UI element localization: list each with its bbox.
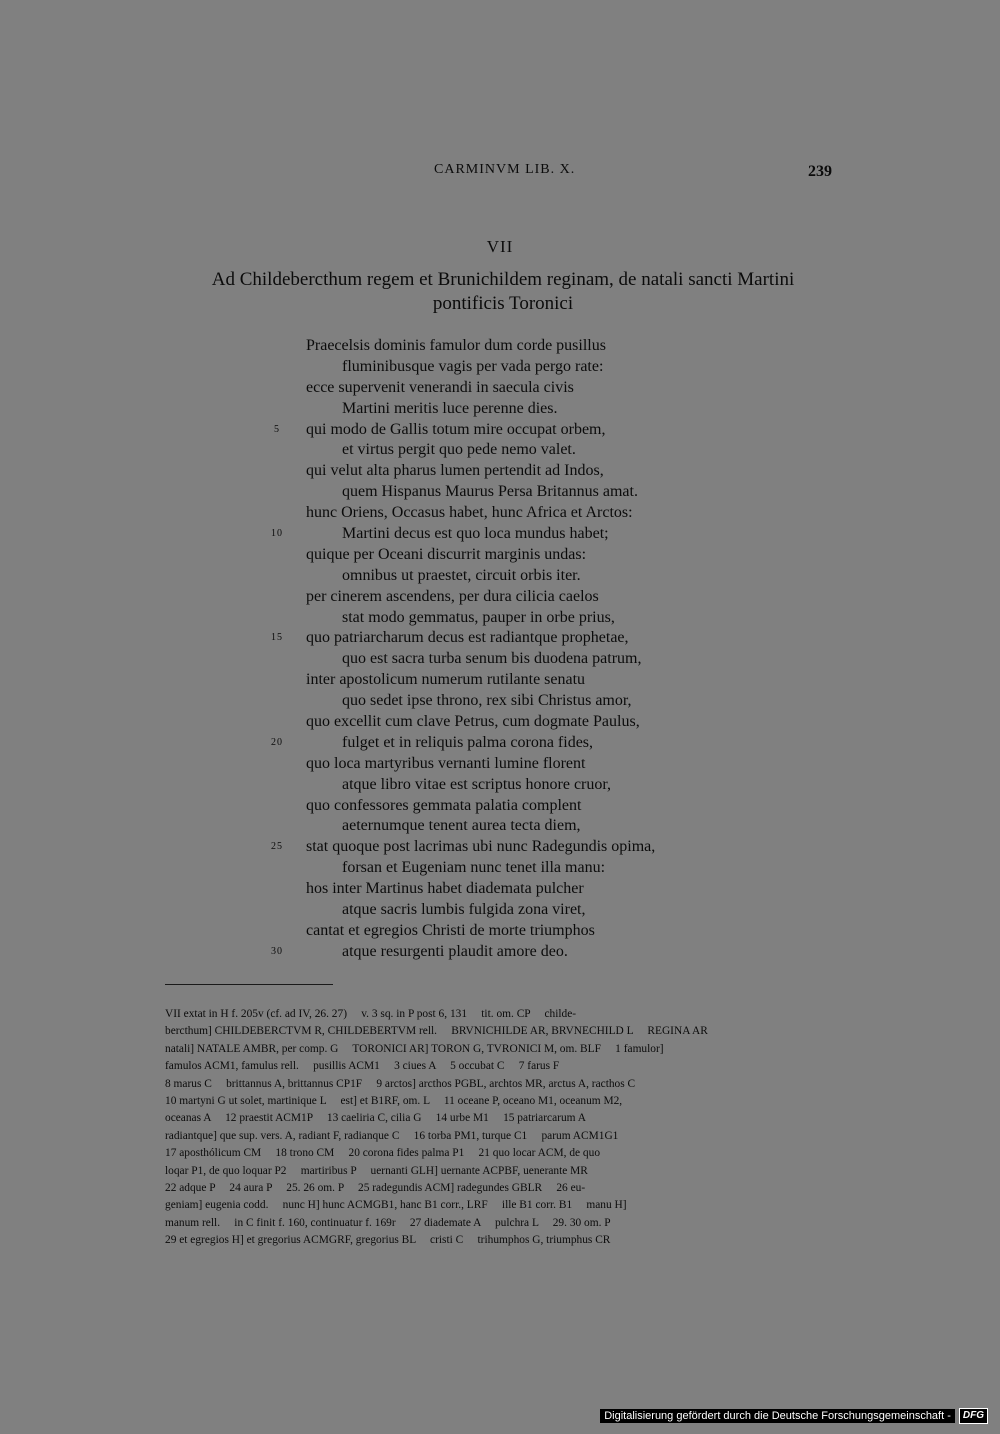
verse-text: inter apostolicum numerum rutilante senatu [306, 671, 586, 689]
verse-text: hos inter Martinus habet diademata pulcher [306, 880, 584, 898]
verse-line [0, 858, 1000, 879]
running-title: CARMINVM LIB. X. [434, 162, 576, 177]
verse-text: quo excellit cum clave Petrus, cum dogmate Paulus, [306, 713, 640, 731]
page-number: 239 [808, 163, 832, 180]
apparatus-line: natali] NATALE AMBR, per comp. G TORONICI AR] TORON G, TVRONICI M, om. BLF 1 famulor] [165, 1042, 664, 1055]
verse-line [0, 649, 1000, 670]
verse-line [0, 503, 1000, 524]
verse-text: stat quoque post lacrimas ubi nunc Radegundis opima, [306, 838, 656, 856]
verse-line [0, 816, 1000, 837]
verse-text: cantat et egregios Christi de morte triumphos [306, 921, 595, 939]
verse-line [0, 566, 1000, 587]
verse-line [0, 357, 1000, 378]
verse-text: Martini decus est quo loca mundus habet; [342, 525, 609, 543]
apparatus-line: 29 et egregios H] et gregorius ACMGRF, gregorius BL cristi C trihumphos G, triumphus CR [165, 1234, 611, 1247]
verse-text: per cinerem ascendens, per dura cilicia caelos [306, 587, 599, 605]
apparatus-line: 10 martyni G ut solet, martinique L est] et B1RF, om. L 11 oceane P, oceano M1, oceanum M2, [165, 1094, 623, 1107]
verse-text: quo confessores gemmata palatia complent [306, 796, 582, 814]
verse-line [0, 900, 1000, 921]
verse-text: stat modo gemmatus, pauper in orbe prius, [342, 608, 615, 626]
verse-line [0, 775, 1000, 796]
verse-line [0, 921, 1000, 942]
verse-line [0, 837, 1000, 858]
verse-line [0, 378, 1000, 399]
verse-text: forsan et Eugeniam nunc tenet illa manu: [342, 859, 606, 877]
poem-title: Ad Childebercthum regem et Brunichildem reginam, de natali sancti Martini pontificis Toronici [211, 269, 795, 314]
verse-line [0, 628, 1000, 649]
verse-text: quem Hispanus Maurus Persa Britannus amat. [342, 483, 638, 501]
apparatus-line: 8 marus C brittannus A, brittannus CP1F 9 arctos] arcthos PGBL, archtos MR, arctus A, racthos C [165, 1077, 636, 1090]
verse-line [0, 524, 1000, 545]
verse-line [0, 545, 1000, 566]
verse-text: et virtus pergit quo pede nemo valet. [342, 441, 576, 459]
verse-line [0, 691, 1000, 712]
apparatus-line: oceanas A 12 praestit ACM1P 13 caeliria C, cilia G 14 urbe M1 15 patriarcarum A [165, 1112, 586, 1125]
footnote-separator [165, 984, 333, 985]
verse-line [0, 879, 1000, 900]
line-number: 10 [271, 528, 283, 540]
verse-line [0, 754, 1000, 775]
verse-text: fluminibusque vagis per vada pergo rate: [342, 357, 604, 375]
line-number: 20 [271, 736, 283, 748]
verse-line [0, 399, 1000, 420]
verse-text: ecce supervenit venerandi in saecula civis [306, 378, 574, 396]
verse-text: qui velut alta pharus lumen pertendit ad Indos, [306, 462, 604, 480]
verse-text: quo patriarcharum decus est radiantque prophetae, [306, 629, 629, 647]
verse-block [0, 336, 1000, 963]
verse-line [0, 482, 1000, 503]
verse-text: atque resurgenti plaudit amore deo. [342, 942, 568, 960]
verse-text: quo est sacra turba senum bis duodena patrum, [342, 650, 642, 668]
verse-line [0, 796, 1000, 817]
verse-text: Martini meritis luce perenne dies. [342, 399, 558, 417]
funding-note: Digitalisierung gefördert durch die Deutsche Forschungsgemeinschaft - [600, 1409, 955, 1423]
verse-text: qui modo de Gallis totum mire occupat orbem, [306, 420, 606, 438]
poem-number: VII [486, 237, 514, 256]
verse-line [0, 942, 1000, 963]
apparatus-line: bercthum] CHILDEBERCTVM R, CHILDEBERTVM rell. BRVNICHILDE AR, BRVNECHILD L REGINA AR [165, 1025, 708, 1038]
verse-line [0, 461, 1000, 482]
footer-bar [600, 1406, 988, 1426]
verse-line [0, 670, 1000, 691]
verse-text: fulget et in reliquis palma corona fides, [342, 733, 594, 751]
apparatus-line: famulos ACM1, famulus rell. pusillis ACM1 3 ciues A 5 occubat C 7 farus F [165, 1060, 560, 1073]
verse-line [0, 733, 1000, 754]
verse-text: hunc Oriens, Occasus habet, hunc Africa et Arctos: [306, 504, 633, 522]
apparatus-line: 17 aposthólicum CM 18 trono CM 20 corona fides palma P1 21 quo locar ACM, de quo [165, 1147, 601, 1160]
verse-text: atque libro vitae est scriptus honore cruor, [342, 775, 612, 793]
line-number: 30 [271, 945, 283, 957]
apparatus-line: 22 adque P 24 aura P 25. 26 om. P 25 radegundis ACM] radegundes GBLR 26 eu- [165, 1181, 586, 1194]
apparatus-line: loqar P1, de quo loquar P2 martiribus P uernanti GLH] uernante ACPBF, uenerante MR [165, 1164, 588, 1177]
verse-line [0, 712, 1000, 733]
verse-text: Praecelsis dominis famulor dum corde pusillus [306, 337, 606, 354]
verse-text: atque sacris lumbis fulgida zona viret, [342, 901, 586, 919]
apparatus-line: manum rell. in C finit f. 160, continuatur f. 169r 27 diademate A pulchra L 29. 30 om. P [165, 1216, 611, 1229]
apparatus-line: VII extat in H f. 205v (cf. ad IV, 26. 27) v. 3 sq. in P post 6, 131 tit. om. CP childe- [165, 1008, 577, 1020]
apparatus-line: geniam] eugenia codd. nunc H] hunc ACMGB1, hanc B1 corr., LRF ille B1 corr. B1 manu H] [165, 1199, 627, 1212]
line-number: 15 [271, 632, 283, 644]
verse-line [0, 608, 1000, 629]
critical-apparatus [165, 1006, 825, 1249]
verse-text: omnibus ut praestet, circuit orbis iter. [342, 566, 581, 584]
verse-line [0, 420, 1000, 441]
verse-text: quo loca martyribus vernanti lumine florent [306, 754, 586, 772]
apparatus-line: radiantque] que sup. vers. A, radiant F, radianque C 16 torba PM1, turque C1 parum ACM1G1 [165, 1129, 619, 1142]
dfg-logo-icon: DFG [959, 1408, 988, 1424]
verse-line [0, 587, 1000, 608]
line-number: 25 [271, 841, 283, 853]
verse-line [0, 336, 1000, 357]
verse-text: aeternumque tenent aurea tecta diem, [342, 817, 581, 835]
verse-line [0, 440, 1000, 461]
line-number: 5 [274, 423, 280, 435]
verse-text: quo sedet ipse throno, rex sibi Christus amor, [342, 692, 632, 710]
verse-text: quique per Oceani discurrit marginis undas: [306, 545, 587, 563]
